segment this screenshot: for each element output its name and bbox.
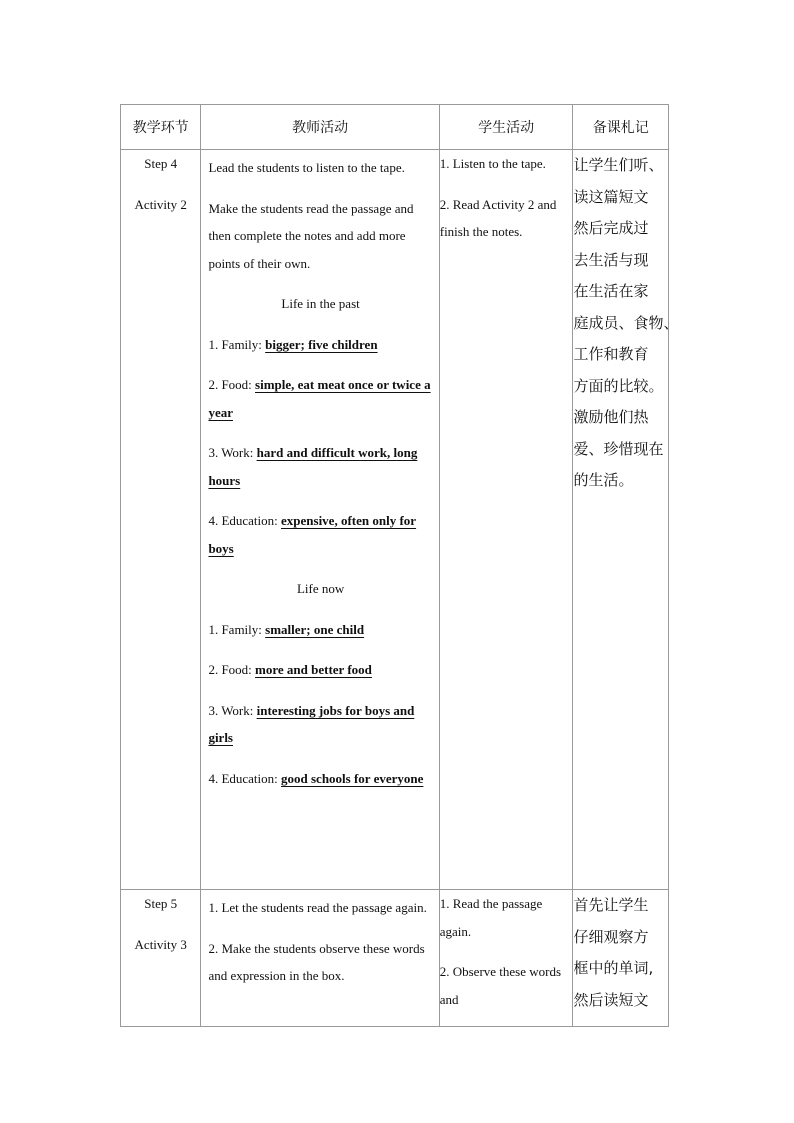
teacher-activity-cell [201, 150, 439, 890]
note-line: 工作和教育 [573, 345, 649, 363]
answer-text: interesting jobs for boys and girls [208, 702, 415, 745]
note-line: 爱、珍惜现在 [573, 439, 664, 458]
notes-cell [573, 890, 669, 1027]
student-activity-cell [439, 890, 573, 1027]
note-line: 方面的比较。 [573, 376, 664, 395]
header-cell: 教学环节 [121, 105, 201, 150]
teacher-text: Make the students read the passage and then complete the notes and add more points of their own. [208, 200, 414, 271]
activity-label: Activity 2 [134, 196, 187, 212]
step-label: Step 4 [144, 156, 178, 171]
note-line: 激励他们热 [573, 408, 649, 426]
note-item: 1. Family: smaller; one child [208, 621, 365, 637]
table-row-step4 [121, 150, 669, 890]
step-cell [121, 150, 201, 890]
header-cell: 教师活动 [201, 105, 439, 150]
step-label: Step 5 [144, 896, 178, 911]
notes-cell [573, 150, 679, 890]
answer-text: expensive, often only for boys [208, 513, 417, 556]
note-line: 的生活。 [573, 471, 634, 489]
note-line: 在生活在家 [573, 282, 649, 300]
answer-text: more and better food [255, 662, 372, 677]
answer-text: hard and difficult work, long hours [208, 445, 418, 488]
student-text: 1. Listen to the tape. [439, 156, 546, 171]
note-line: 读这篇短文 [573, 187, 649, 206]
header-cell: 学生活动 [439, 105, 573, 150]
teacher-text: 1. Let the students read the passage again. [208, 900, 427, 915]
answer-text: smaller; one child [265, 621, 365, 637]
note-line: 首先让学生 [573, 896, 649, 914]
student-activity-cell [439, 150, 573, 890]
answer-text: simple, eat meat once or twice a year [208, 377, 431, 420]
teacher-text: 2. Make the students observe these words and expression in the box. [208, 940, 425, 983]
step-cell [121, 890, 201, 1027]
note-item: 4. Education: expensive, often only for boys [208, 513, 417, 556]
header-cell: 备课札记 [573, 105, 669, 150]
lesson-plan-table [120, 104, 679, 1027]
student-text: 1. Read the passage again. [439, 896, 543, 939]
note-line: 让学生们听、 [573, 156, 664, 174]
student-text: 2. Read Activity 2 and finish the notes. [439, 196, 557, 239]
table-row-step5 [121, 890, 669, 1027]
student-text: 2. Observe these words and [439, 964, 562, 1007]
note-line: 框中的单词, [573, 959, 654, 977]
note-item: 3. Work: hard and difficult work, long hours [208, 445, 418, 488]
note-line: 庭成员、食物、 [573, 313, 679, 332]
teacher-activity-cell [201, 890, 439, 1027]
activity-label: Activity 3 [134, 936, 187, 952]
answer-text: bigger; five children [265, 336, 378, 352]
note-item: 3. Work: interesting jobs for boys and girls [208, 702, 415, 745]
note-line: 然后完成过 [573, 219, 649, 237]
note-item: 2. Food: more and better food [208, 662, 372, 677]
header-row [121, 105, 669, 150]
note-line: 去生活与现 [573, 250, 649, 269]
section-heading: Life now [296, 581, 345, 596]
teacher-text: Lead the students to listen to the tape. [208, 160, 405, 175]
note-item: 2. Food: simple, eat meat once or twice a year [208, 377, 431, 420]
section-heading: Life in the past [281, 296, 360, 311]
note-line: 然后读短文 [573, 990, 649, 1009]
note-line: 仔细观察方 [573, 927, 649, 946]
note-item: 1. Family: bigger; five children [208, 336, 378, 352]
answer-text: good schools for everyone [281, 770, 424, 786]
note-item: 4. Education: good schools for everyone [208, 770, 424, 786]
